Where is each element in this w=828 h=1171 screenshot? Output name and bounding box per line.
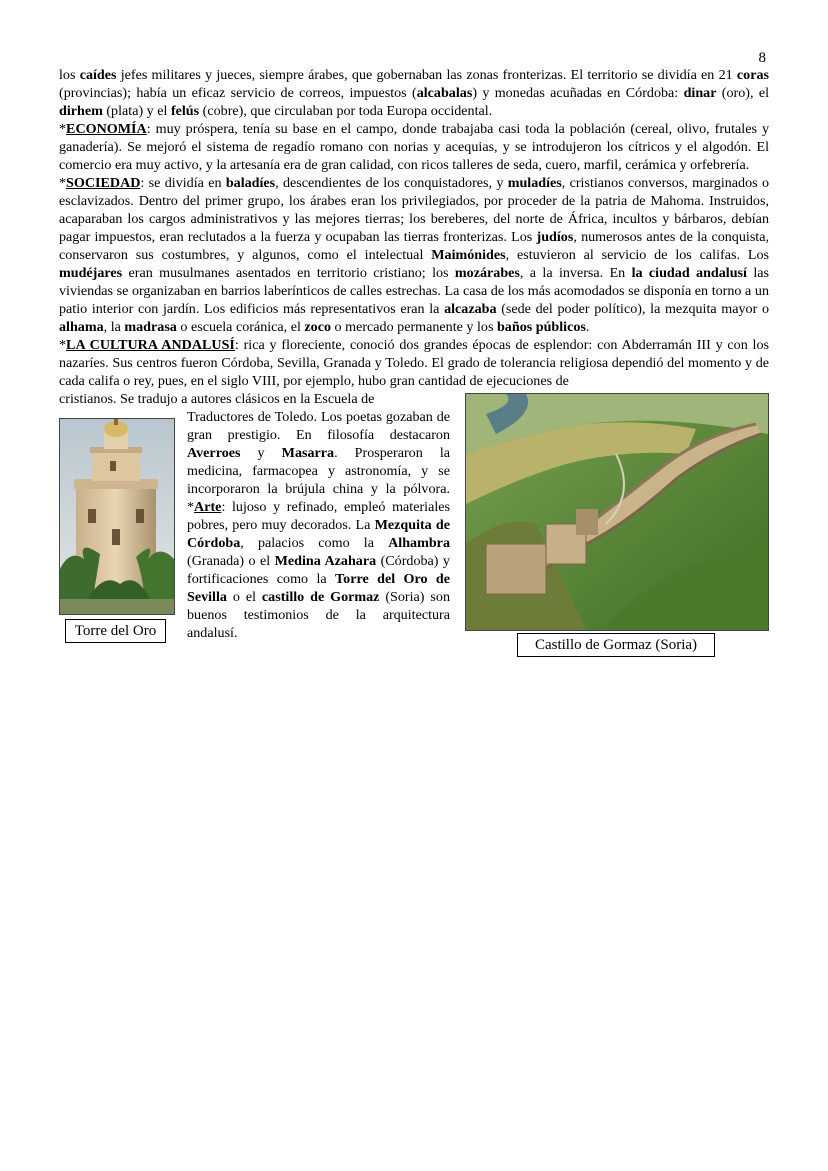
paragraph-administration: los caídes jefes militares y jueces, siempre árabes, que gobernaban las zonas fronterizas. El territorio se dividía en 21 coras (provincias); había un eficaz servicio de correos, impuestos (alcabalas) y monedas acuñadas en Córdoba: dinar (oro), el dirhem (plata) y el felús (cobre), que circulaban por toda Europa occidental. — [59, 67, 770, 119]
heading-economia: ECONOMÍA — [66, 121, 147, 137]
castle-caption: Castillo de Gormaz (Soria) — [517, 633, 715, 657]
heading-arte: Arte — [194, 499, 222, 515]
paragraph-economia: *ECONOMÍA: muy próspera, tenía su base en el campo, donde trabajaba casi toda la población (cereal, olivo, frutales y ganadería). Se mejoró el sistema de regadío romano con norias y acequias, y se introdujeron los cítricos y el algodón. El comercio era muy activo, y la artesanía era de gran calidad, con ricos talleres de seda, cuero, marfil, cerámica y orfebrería. — [59, 121, 769, 173]
castillo-de-gormaz-image — [465, 393, 769, 631]
paragraph-cultura: *LA CULTURA ANDALUSÍ: rica y floreciente, conoció dos grandes épocas de esplendor: con Abderramán III y con los nazaríes. Sus centros fueron Córdoba, Sevilla, Granada y Toledo. El grado de tolerancia religiosa dependió del momento y de cada califa o rey, pues, en el siglo VIII, por ejemplo, hubo gran cantidad de ejecuciones de — [59, 337, 770, 389]
heading-cultura: LA CULTURA ANDALUSÍ — [66, 337, 235, 353]
page-number: 8 — [758, 50, 766, 66]
cultura-mid-column: Traductores de Toledo. Los poetas gozaban de gran prestigio. En filosofía destacaron Averroes y Masarra. Prosperaron la medicina, farmacopea y astronomía, y se incorporaron la brújula china y la pólvora. *Arte: lujoso y refinado, empleó materiales pobres, pero muy decorados. La Mezquita de Córdoba, palacios como la Alhambra (Granada) o el Medina Azahara (Córdoba) y fortificaciones como la Torre del Oro de Sevilla o el castillo de Gormaz (Soria) son buenos testimonios de la arquitectura andalusí. — [187, 409, 450, 641]
text-column — [59, 66, 769, 656]
tower-caption: Torre del Oro — [65, 619, 166, 643]
torre-del-oro-image — [59, 418, 175, 615]
figures-block — [59, 390, 769, 656]
paragraph-sociedad: *SOCIEDAD: se dividía en baladíes, descendientes de los conquistadores, y muladíes, cristianos conversos, marginados o esclavizados. Dentro del primer grupo, los árabes eran los privilegiados, por proceder de la patria de Mahoma. Instruidos, acaparaban los cargos administrativos y las mejores tierras; los bereberes, del norte de África, incultos y bárbaros, debían pagar impuestos, eran reclutados a la fuerza y ocupaban las tierras fronterizas. Los judíos, numerosos antes de la conquista, conservaron sus costumbres, y algunos, como el intelectual Maimónides, estuvieron al servicio de los califas. Los mudéjares eran musulmanes asentados en territorio cristiano; los mozárabes, a la inversa. En la ciudad andalusí las viviendas se organizaban en barrios laberínticos de calles estrechas. La casa de los más acomodados se disponía en torno a un patio interior con jardín. Los edificios más representativos eran la alcazaba (sede del poder político), la mezquita mayor o alhama, la madrasa o escuela coránica, el zoco o mercado permanente y los baños públicos. — [59, 175, 769, 335]
cultura-line-traductores: cristianos. Se tradujo a autores clásicos en la Escuela de — [59, 391, 375, 407]
heading-sociedad: SOCIEDAD — [66, 175, 141, 191]
